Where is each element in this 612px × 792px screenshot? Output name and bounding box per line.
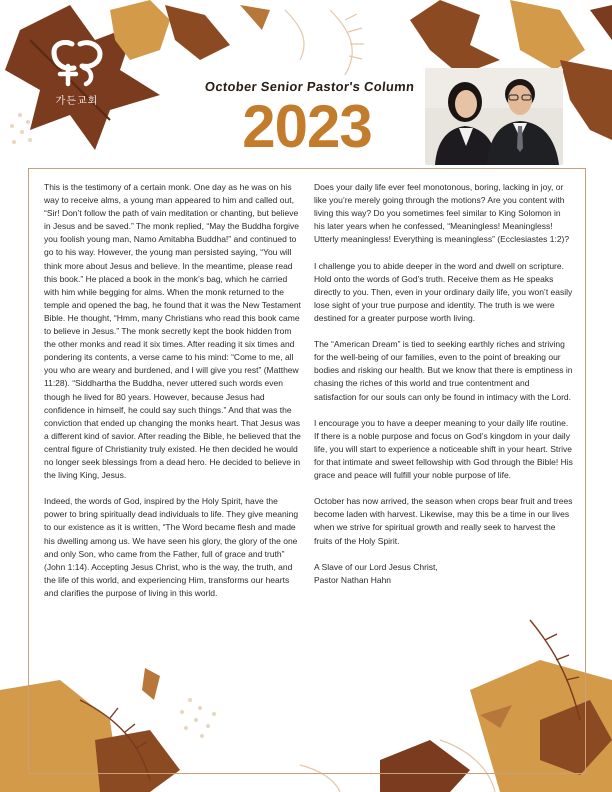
maple-leaf-icon [410,0,500,75]
paragraph: Does your daily life ever feel monotonous, boring, lacking in joy, or like you’re merely going through the motions? Are you content with living this way? Do you sometimes feel similar to King Solomon in his later years when he confessed, “Meaningless! Meaningless! Utterly meaningless! Everything is meaningless” (Ecclesiastes 1:2)? [314,182,570,245]
page-title-year: 2023 [242,93,372,160]
paragraph: Indeed, the words of God, inspired by the Holy Spirit, have the power to bring spiritually dead individuals to life. They give meaning to our existence as it is written, “The Word became flesh and made his dwelling among us. We have seen his glory, the glory of the one and only Son, who came from the Father, full of grace and truth” (John 1:14). Accepting Jesus Christ, who is the way, the truth, and the life of this world, and experiencing Him, transforms our hearts and clarifies the purpose of living in this world. [44,496,299,598]
pastor-photo [425,68,563,165]
leaf-icon [240,5,270,30]
leaf-icon [560,60,612,140]
paragraph: The “American Dream” is tied to seeking earthly riches and striving for the well-being of our families, even to the point of breaking our bodies and risking our health. But we know that there is emptiness in chasing the riches of this world and true contentment and satisfaction for our souls can only be found in intimacy with the Lord. [314,339,573,402]
left-column [44,181,303,613]
leaf-icon [510,0,585,70]
signature-name: Pastor Nathan Hahn [314,574,392,585]
paragraph: I challenge you to abide deeper in the word and dwell on scripture. Hold onto the words of God’s truth. Receive them as He speaks directly to you. Then, even in your ordinary daily life, you won’t easily lose sight of your true purpose and identity. The truth is we were destined for a greater purpose worth living. [314,260,573,323]
paragraph: October has now arrived, the season when crops bear fruit and trees become laden with harvest. Likewise, may this be a time in our lives when we strive for spiritual growth and really seek to harvest the fruits of the Holy Spirit. [314,496,573,546]
paragraph: This is the testimony of a certain monk. One day as he was on his way to receive alms, a young man appeared to him and called out, “Sir! Don’t follow the path of vain meditation or chanting, but believe in Jesus and be saved.” The monk replied, “May the Buddha forgive you foolish young man, Namo Amitabha Buddha!” and continued to go to his way. However, the young man persisted saying, “You will think more about Jesus and believe. In the meantime, please read this book.” He placed a book in the monk’s bag, which he carried with him while begging for alms. When the monk returned to the temple and opened the bag, he found that it was the New Testament Bible. He thought, “Hmm, many Christians who read this book came to believe in Jesus.” The monk secretly kept the book hidden from the other monks and read it six times. After reading it six times and pondering its contents, a verse came to his mind: “Come to me, all you who are weary and burdened, and I will give you rest” (Matthew 11:28). “Siddhartha the Buddha, never uttered such words even though he lived for 80 years. However, because Jesus had confidence in himself, he could say such things.” And that was the conviction that ended up changing the monks heart. That Jesus was a different kind of savior. After reading the Bible, he believed that the central figure of Christianity truly existed. He then decided he would no longer seek blessings from a dead hero. He decided to believe in the living King, Jesus. [44,182,301,481]
column-kicker: October Senior Pastor's Column [204,79,416,94]
right-column [314,181,573,587]
signature-line: A Slave of our Lord Jesus Christ, [314,561,438,572]
outline-leaf-icon [285,10,364,75]
church-logo-text: 가든교회 [55,96,99,107]
leaf-icon [165,5,230,60]
leaf-icon [590,5,612,40]
paragraph: I encourage you to have a deeper meaning to your daily life routine. If there is a noble purpose and focus on God’s kingdom in your daily life, you will start to experience a noticeable shift in your heart. Strive for that intimate and sweet fellowship with God through the Bible! His grace and peace will fulfill your noble purpose of life. [314,417,573,481]
